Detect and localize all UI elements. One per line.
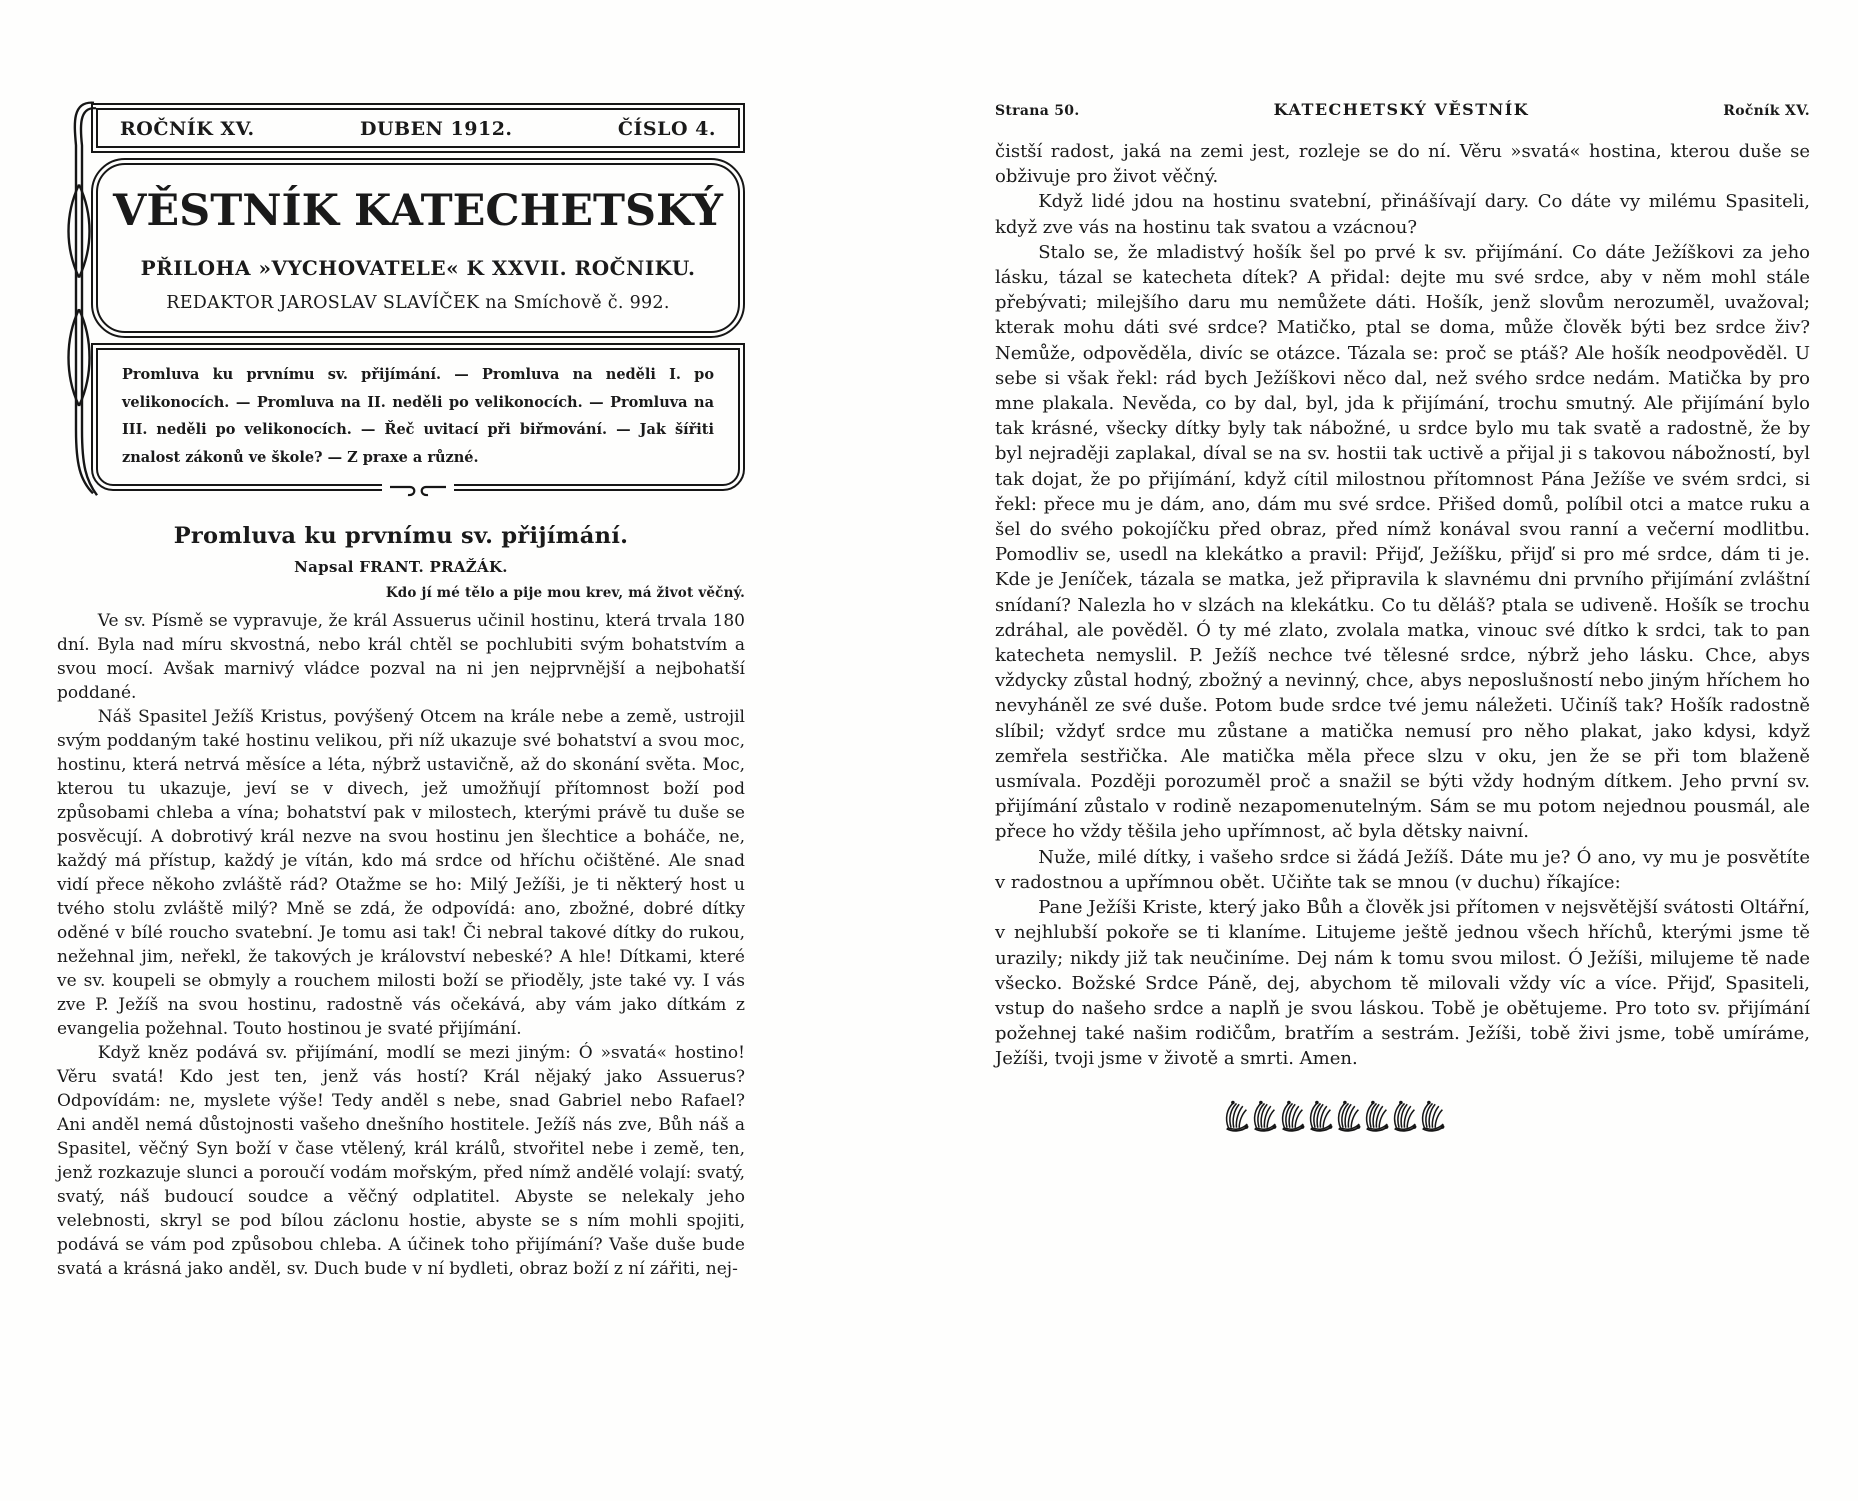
page-number-label: Strana 50. xyxy=(995,103,1080,119)
article-epigraph: Kdo jí mé tělo a pije mou krev, má život věčný. xyxy=(385,585,745,602)
publication-title: VĚSTNÍK KATECHETSKÝ xyxy=(113,186,723,236)
left-column-body xyxy=(57,609,745,1281)
left-page xyxy=(57,103,745,1281)
article-title: Promluva ku prvnímu sv. přijímání. xyxy=(173,523,629,550)
tulip-ornament-icon xyxy=(1335,1098,1362,1134)
masthead-titlebox xyxy=(91,158,745,338)
right-column-body xyxy=(995,139,1810,1072)
paragraph: Když kněz podává sv. přijímání, modlí se mezi jiným: Ó »svatá« hostino! Věru svatá! Kdo jest ten, jenž vás hostí? Král nějaký jako Assuerus? Odpovídám: ne, myslete výše! Tedy anděl s nebe, snad Gabriel nebo Rafael? Ani anděl nemá důstojnosti vašeho dnešního hostitele. Ježíš nás zve, Bůh náš a Spasitel, věčný Syn boží v čase vtělený, král králů, stvořitel nebe i země, ten, jenž rozkazuje slunci a poroučí vodám mořským, před nímž andělé volají: svatý, svatý, náš budoucí soudce a věčný odplatitel. Abyste se nelekaly jeho velebnosti, skryl se pod bílou záclonu hostie, abyste se s ním mohli spojiti, podává se vám pod způsobou chleba. A účinek toho přijímání? Vaše duše bude svatá a krásná jako anděl, sv. Duch bude v ní bydleti, obraz boží z ní zářiti, nej- xyxy=(57,1043,745,1280)
masthead xyxy=(91,103,745,491)
running-title: KATECHETSKÝ VĚSTNÍK xyxy=(1273,100,1530,119)
issue-contents-box xyxy=(91,343,745,491)
paragraph: Náš Spasitel Ježíš Kristus, povýšený Otcem na krále nebe a země, ustrojil svým poddaným také hostinu velikou, při níž ukazuje své bohatství a svou moc, hostinu, která netrvá měsíce a léta, nýbrž ustavičně, až do skonání světa. Moc, kterou tu ukazuje, jeví se v divech, jež umožňují přítomnost boží pod způsobami chleba a vína; bohatství pak v milostech, kterými právě tu duše se posvěcují. A dobrotivý král nezve na svou hostinu jen šlechtice a boháče, ne, každý má přístup, každý je vítán, kdo má srdce od hříchu očištěné. Ale snad vidí přece někoho zvláště rád? Otažme se ho: Milý Ježíši, je ti některý host u tvého stolu zvláště milý? Mně se zdá, že odpovídá: ano, zbožné, dobré dítky oděné v bílé roucho svatební. Je tomu asi tak! Či nebral takové dítky do rukou, nežehnal jim, neřekl, že takových je království nebeské? A hle! Dítkami, které ve sv. koupeli se obmyly a rouchem milosti boží se přioděly, jste také vy. I vás zve P. Ježíš na svou hostinu, radostně vás očekává, aby vám jako dítkám z evangelia požehnal. Touto hostinou je svaté přijímání. xyxy=(57,707,745,1040)
tulip-ornament-icon xyxy=(1251,1098,1278,1134)
paragraph: Stalo se, že mladistvý hošík šel po prvé k sv. přijímání. Co dáte Ježíškovi za jeho lásku, tázal se katecheta dítek? A přidal: dejte mu své srdce, aby v něm mohl stále přebývati; milejšího daru mu nemůžete dáti. Hošík, jenž slovům nerozuměl, uvažoval; kterak mohu dáti své srdce? Matičko, ptal se doma, může člověk býti bez srdce živ? Nemůže, odpověděla, divíc se otázce. Tázala se: proč se ptáš? Ale hošík neodpověděl. U sebe si však řekl: rád bych Ježíškovi něco dal, než svého srdce nedám. Matička by pro mne plakala. Nevěda, co by dal, byl, jda k přijímání, trochu smutný. Ale přijímání bylo tak krásné, všecky dítky byly tak nábožné, u srdce bylo mu tak svatě a radostně, že by byl nejraději zaplakal, díval se na sv. hostii tak uctivě a přijal ji s takovou nábožností, byl tak dojat, že po přijímání, když cítil milostnou přítomnost Pána Ježíše ve svém srdci, si řekl: přece mu je dám, ano, dám mu své srdce. Přišed domů, políbil otci a matce ruku a šel do svého pokojíčku před obraz, před nímž konával svou ranní a večerní modlitbu. Pomodliv se, usedl na klekátko a pravil: Přijď, Ježíšku, přijď si pro mé srdce, dám ti je. Kde je Jeníček, tázala se matka, jež připravila k slavnému dni prvního přijímání zvláštní snídaní? Nalezla ho v slzách na klekátku. Co tu děláš? ptala se udiveně. Hošík se trochu zdráhal, ale pověděl. Ó ty mé zlato, zvolala matka, vinouc své dítko k srdci, tak to pan katecheta nemyslil. P. Ježíš nechce tvé tělesné srdce, nýbrž jeho lásku. Chce, abys vždycky zůstal hodný, zbožný a nevinný, chce, abys neposlušností nebo jiným hříchem ho nevyháněl ze své duše. Potom bude srdce tvé jemu náležeti. Učiníš tak? Hošík radostně slíbil; vždyť srdce mu zůstane a matička nemusí pro něho plakat, jako kdysi, když zemřela sestřička. Ale matička měla přece slzu v oku, jen že se při tom blaženě usmívala. Později porozuměl proč a snažil se býti vždy hodným dítkem. Jeho první sv. přijímání zůstalo v rodině nezapomenutelným. Sám se mu potom nejednou pousmál, ale přece ho vždy těšila jeho upřímnost, ač byla dětsky naivní. xyxy=(995,241,1810,843)
masthead-topbar xyxy=(91,103,745,153)
tulip-ornament-icon xyxy=(1363,1098,1390,1134)
paragraph: Když lidé jdou na hostinu svatební, přinášívají dary. Co dáte vy milému Spasiteli, když zve vás na hostinu tak svatou a vzácnou? xyxy=(995,191,1810,238)
issue-label: ČÍSLO 4. xyxy=(617,118,716,140)
running-header xyxy=(995,100,1810,119)
volume-label: Ročník XV. xyxy=(1723,103,1810,119)
paragraph: čistší radost, jaká na zemi jest, rozleje se do ní. Věru »svatá« hostina, kterou duše se obživuje pro život věčný. xyxy=(995,141,1810,188)
tulip-ornament-icon xyxy=(1279,1098,1306,1134)
tailpiece-ornament-row xyxy=(1223,1098,1810,1134)
tulip-ornament-icon xyxy=(1223,1098,1250,1134)
border-curl-icon xyxy=(382,483,454,499)
date-label: DUBEN 1912. xyxy=(359,118,513,140)
paragraph: Ve sv. Písmě se vypravuje, že král Assuerus učinil hostinu, která trvala 180 dní. Byla nad míru skvostná, nebo král chtěl se pochlubiti svým bohatstvím a svou mocí. Avšak marnivý vládce pozval na ni jen nejprvnější a nejbohatší poddané. xyxy=(57,611,745,704)
right-page xyxy=(995,100,1810,1134)
volume-label: ROČNÍK XV. xyxy=(120,118,255,140)
paragraph: Nuže, milé dítky, i vašeho srdce si žádá Ježíš. Dáte mu je? Ó ano, vy mu je posvětíte v radostnou a upřímnou obět. Učiňte tak se mnou (v duchu) říkajíce: xyxy=(995,846,1810,893)
editor-line: REDAKTOR JAROSLAV SLAVÍČEK na Smíchově č. 992. xyxy=(166,293,670,314)
article-byline: Napsal FRANT. PRAŽÁK. xyxy=(294,558,508,577)
tulip-ornament-icon xyxy=(1307,1098,1334,1134)
publication-subtitle: PŘILOHA »VYCHOVATELE« K XXVII. ROČNIKU. xyxy=(140,256,696,281)
paragraph: Pane Ježíši Kriste, který jako Bůh a člověk jsi přítomen v nejsvětější svátosti Oltářní, v nejhlubší pokoře se ti klaníme. Litujeme ještě jednou všech hříchů, kterými jsme tě urazily; nikdy již tak neučiníme. Dej nám k tomu svou milost. Ó Ježíši, milujeme tě nade všecko. Božské Srdce Páně, dej, abychom tě milovali vždy víc a více. Přijď, Spasiteli, vstup do našeho srdce a naplň je svou láskou. Tobě je obětujeme. Pro toto sv. přijímání požehnej také našim rodičům, bratřím a sestrám. Ježíši, tobě živi jsme, tobě umíráme, Ježíši, tvoji jsme v životě a smrti. Amen. xyxy=(995,897,1810,1070)
tulip-ornament-icon xyxy=(1391,1098,1418,1134)
issue-contents-text: Promluva ku prvnímu sv. přijímání. — Promluva na neděli I. po velikonocích. — Promluva na II. neděli po velikonocích. — Promluva na III. neděli po velikonocích. — Řeč uvitací při biřmování. — Jak šířiti znalost zákonů ve škole? — Z praxe a různé. xyxy=(122,366,714,466)
tulip-ornament-icon xyxy=(1419,1098,1446,1134)
